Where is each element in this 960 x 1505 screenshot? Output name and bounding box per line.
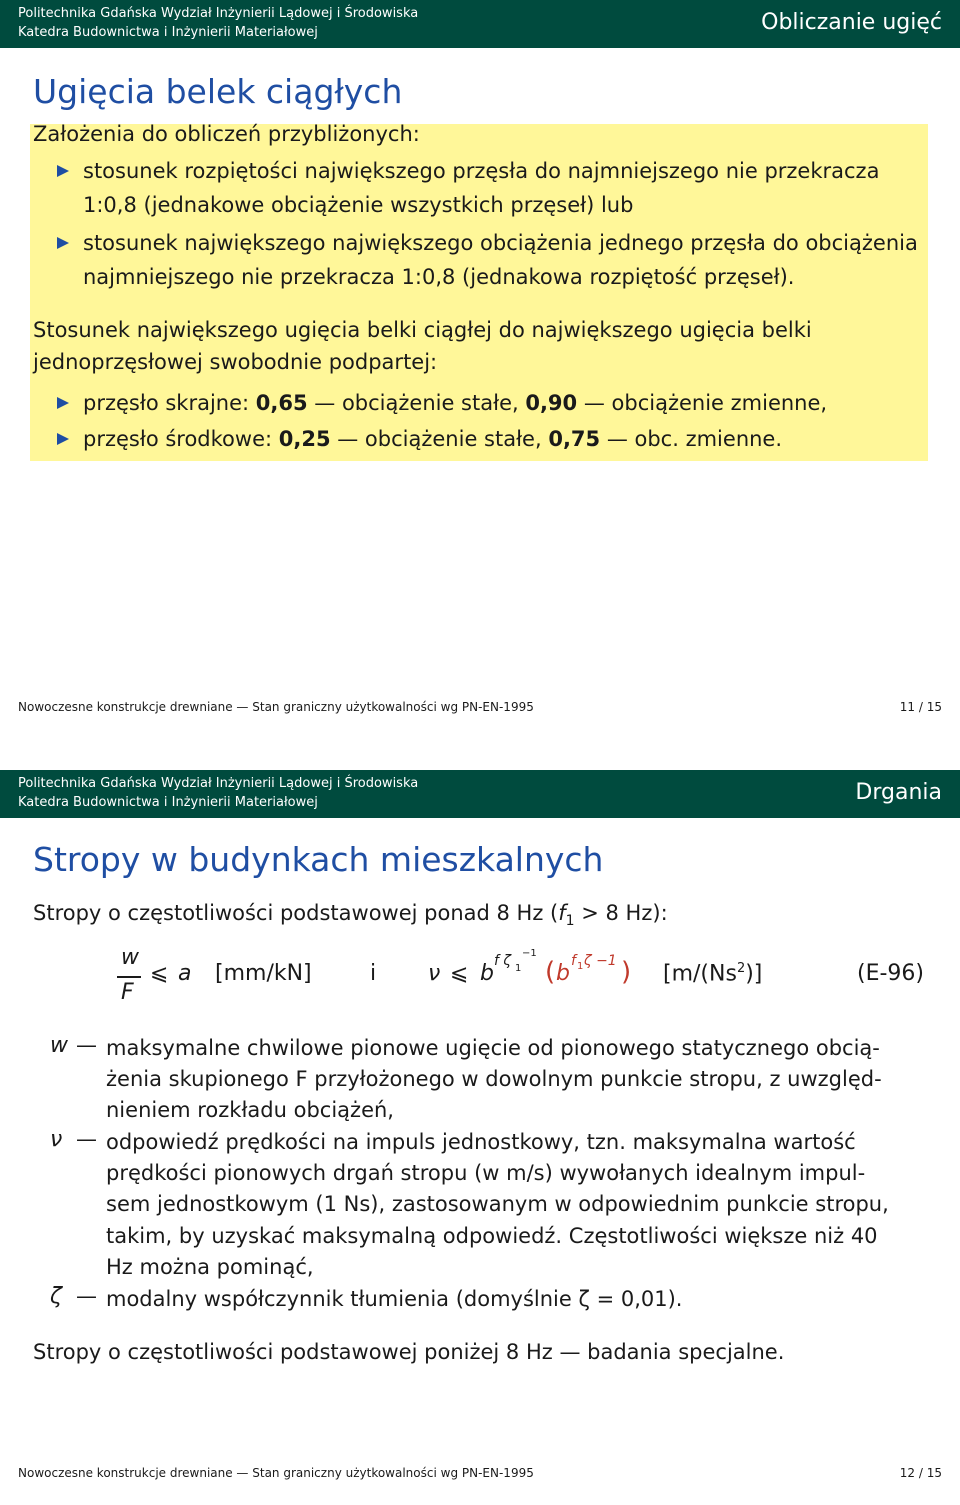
bullet-triangle-icon	[57, 237, 69, 249]
def-term-nu: ν	[50, 1127, 63, 1152]
bullet-b1-post: — obciążenie zmienne,	[577, 391, 828, 415]
slide-footer: Nowoczesne konstrukcje drewniane — Stan graniczny użytkowalności wg PN-EN-1995	[18, 700, 534, 714]
red-b-exponent-post: ζ −1	[584, 953, 617, 969]
leq-symbol: ⩽	[450, 961, 469, 986]
bullet-a1-line2: 1:0,8 (jednakowe obciążenie wszystkich przęseł) lub	[83, 193, 634, 217]
equation-e96	[0, 945, 960, 1015]
frame-title: Ugięcia belek ciągłych	[33, 72, 403, 111]
intro-text: Założenia do obliczeń przybliżonych:	[33, 122, 420, 146]
def-w-line1: maksymalne chwilowe pionowe ugięcie od pionowego statycznego obcią-	[106, 1036, 880, 1060]
slide-footer: Nowoczesne konstrukcje drewniane — Stan graniczny użytkowalności wg PN-EN-1995	[18, 1466, 534, 1480]
slide-header	[0, 770, 960, 818]
fraction-bar	[117, 976, 141, 978]
bullet-b1-mid: — obciążenie stałe,	[307, 391, 526, 415]
symbol-nu: ν	[428, 961, 441, 986]
def-nu-line4: takim, by uzyskać maksymalną odpowiedź. Częstotliwości większe niż 40	[106, 1224, 878, 1248]
slide-header	[0, 0, 960, 48]
paragraph-line1: Stosunek największego ugięcia belki ciągłej do największego ugięcia belki	[33, 318, 812, 342]
red-b-exponent: f	[571, 953, 576, 969]
fraction-numerator: w	[121, 945, 139, 970]
bullet-b2-pre: przęsło środkowe:	[83, 427, 279, 451]
intro-sub-1: 1	[565, 913, 575, 930]
def-nu-line3: sem jednostkowym (1 Ns), zastosowanym w odpowiednim punkcie stropu,	[106, 1192, 889, 1216]
closing-text: Stropy o częstotliwości podstawowej poniżej 8 Hz — badania specjalne.	[33, 1340, 785, 1364]
page-number: 11 / 15	[899, 700, 942, 714]
red-b-exponent-sub: 1	[577, 961, 584, 972]
symbol-b: b	[480, 961, 494, 986]
frame-title: Stropy w budynkach mieszkalnych	[33, 840, 604, 879]
bullet-triangle-icon	[57, 397, 69, 409]
header-section-title: Obliczanie ugięć	[761, 10, 942, 35]
value-090: 0,90	[525, 391, 578, 415]
paragraph-line2: jednoprzęsłowej swobodnie podpartej:	[33, 350, 438, 374]
intro-var-f: f	[558, 901, 566, 925]
def-nu-line1: odpowiedź prędkości na impuls jednostkowy, tzn. maksymalna wartość	[106, 1130, 856, 1154]
red-paren-close: )	[621, 957, 632, 987]
def-term-w: w	[50, 1033, 68, 1058]
unit2-pre: [m/(Ns	[663, 961, 737, 987]
def-w-line2: żenia skupionego F przyłożonego w dowolnym punkcie stropu, z uwzględ-	[106, 1067, 882, 1091]
fraction-denominator: F	[121, 980, 134, 1005]
bullet-triangle-icon	[57, 165, 69, 177]
b-exponent: f ζ	[494, 953, 511, 969]
def-nu-line5: Hz można pominąć,	[106, 1255, 314, 1279]
def-dash: —	[76, 1033, 97, 1057]
header-department: Katedra Budownictwa i Inżynierii Materiałowej	[18, 795, 318, 810]
unit-mm-kn: [mm/kN]	[215, 961, 312, 986]
unit-m-ns2	[663, 961, 762, 986]
value-065: 0,65	[255, 391, 308, 415]
conjunction-i: i	[370, 961, 377, 986]
b-exponent-sup: −1	[522, 948, 537, 959]
slide-11	[0, 0, 960, 735]
red-symbol-b: b	[556, 961, 570, 986]
bullet-b2	[83, 423, 782, 455]
intro-text	[33, 897, 668, 937]
unit2-sup: 2	[736, 961, 746, 976]
def-nu-line2: prędkości pionowych drgań stropu (w m/s) wywołanych idealnym impul-	[106, 1161, 866, 1185]
def-dash: —	[76, 1284, 97, 1308]
red-paren-open: (	[545, 957, 556, 987]
b-exponent-sub: 1	[515, 963, 522, 974]
leq-symbol: ⩽	[150, 961, 169, 986]
value-075: 0,75	[548, 427, 601, 451]
equation-label: (E-96)	[857, 961, 924, 986]
def-dash: —	[76, 1127, 97, 1151]
def-w-line3: nieniem rozkładu obciążeń,	[106, 1098, 394, 1122]
header-university: Politechnika Gdańska Wydział Inżynierii Lądowej i Środowiska	[18, 6, 419, 21]
slide-12	[0, 770, 960, 1505]
def-term-zeta: ζ	[50, 1284, 62, 1309]
header-department: Katedra Budownictwa i Inżynierii Materiałowej	[18, 25, 318, 40]
header-university: Politechnika Gdańska Wydział Inżynierii Lądowej i Środowiska	[18, 776, 419, 791]
bullet-a1-line1: stosunek rozpiętości największego przęsła do najmniejszego nie przekracza	[83, 159, 880, 183]
header-section-title: Drgania	[855, 780, 942, 805]
symbol-a: a	[178, 961, 192, 986]
value-025: 0,25	[278, 427, 331, 451]
bullet-b1-pre: przęsło skrajne:	[83, 391, 256, 415]
page-number: 12 / 15	[899, 1466, 942, 1480]
bullet-b1	[83, 387, 827, 419]
unit2-post: )]	[745, 961, 763, 987]
bullet-b2-mid: — obciążenie stałe,	[330, 427, 549, 451]
bullet-a2-line1: stosunek największego największego obciążenia jednego przęsła do obciążenia	[83, 231, 918, 255]
intro-pre: Stropy o częstotliwości podstawowej ponad 8 Hz (	[33, 901, 559, 925]
bullet-b2-post: — obc. zmienne.	[600, 427, 783, 451]
intro-post: > 8 Hz):	[574, 901, 668, 925]
def-zeta-line1: modalny współczynnik tłumienia (domyślnie ζ = 0,01).	[106, 1287, 683, 1311]
bullet-triangle-icon	[57, 433, 69, 445]
bullet-a2-line2: najmniejszego nie przekracza 1:0,8 (jednakowa rozpiętość przęseł).	[83, 265, 795, 289]
